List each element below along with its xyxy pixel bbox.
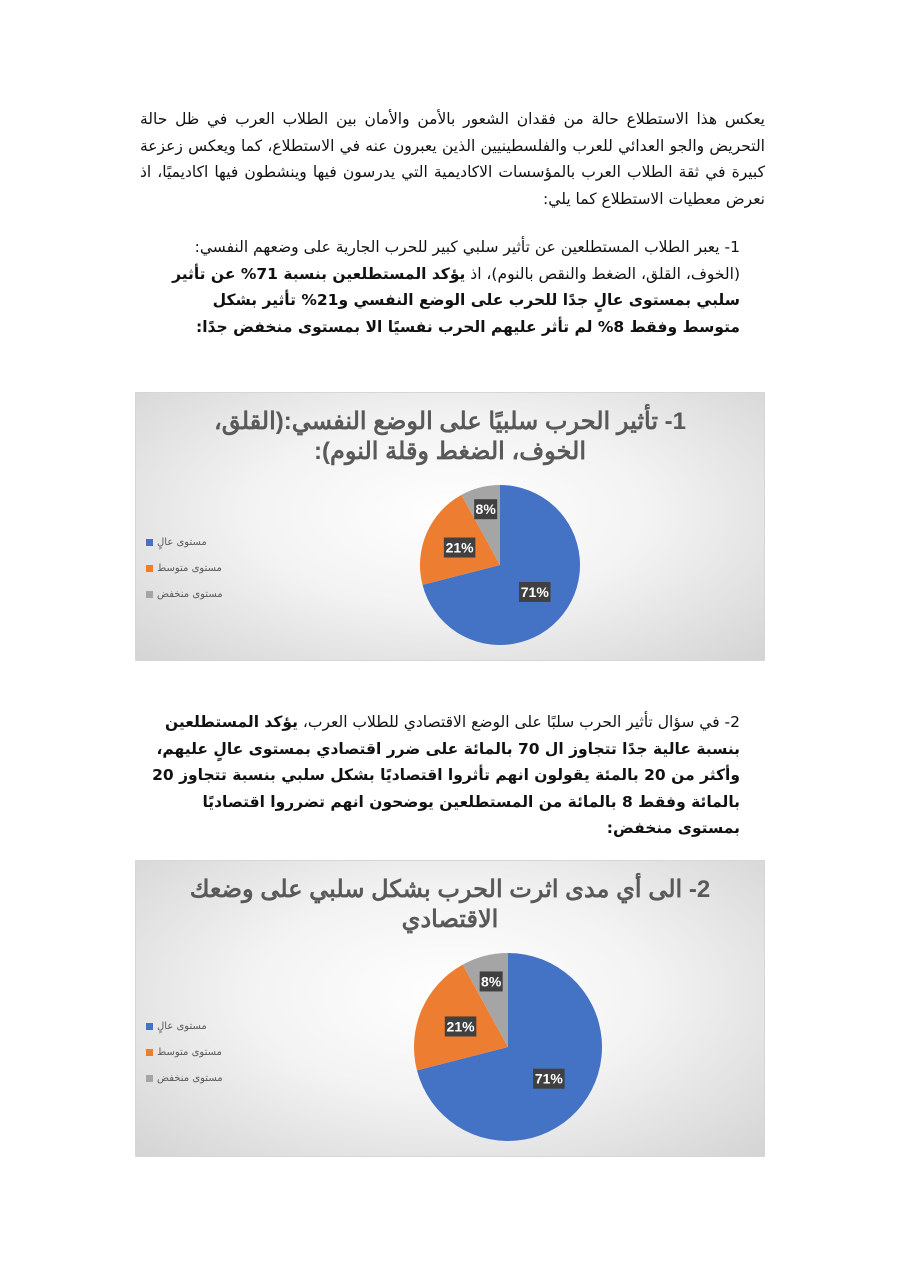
data-label-text: 8%	[481, 973, 502, 990]
data-label-text: 71%	[520, 583, 549, 600]
data-label-text: 21%	[446, 1018, 475, 1035]
legend-swatch	[146, 565, 153, 572]
pie-chart-psychological	[135, 392, 765, 661]
data-label-text: 21%	[445, 539, 474, 556]
item-number: 2-	[724, 713, 740, 731]
data-label-text: 71%	[534, 1070, 563, 1087]
item-number: 1-	[724, 238, 740, 256]
item-text: يعبر الطلاب المستطلعين عن تأثير سلبي كبير للحرب الجارية على وضعهم النفسي: (الخوف، القلق، الضغط والنقص بالنوم)، اذ	[194, 238, 740, 283]
legend-swatch	[146, 539, 153, 546]
pie-chart-economic	[135, 860, 765, 1157]
data-label-text: 8%	[475, 501, 496, 518]
legend-swatch	[146, 1075, 153, 1082]
legend-label: مستوى عالٍ	[157, 536, 207, 548]
legend-item-high	[146, 529, 223, 555]
pie-label-high	[533, 1069, 565, 1089]
legend-swatch	[146, 1049, 153, 1056]
intro-paragraph: يعكس هذا الاستطلاع حالة من فقدان الشعور بالأمن والأمان بين الطلاب العرب في ظل حالة التحريض والجو العدائي للعرب والفلسطينيين الذين يعبرون عنه في الاستطلاع، كما ويعكس زعزعة كبيرة في ثقة الطلاب العرب بالمؤسسات الاكاديمية التي يدرسون فيها وينشطون فيها اكاديميًا، اذ نعرض معطيات الاستطلاع كما يلي:	[140, 110, 765, 208]
legend-label: مستوى منخفض	[157, 1072, 223, 1084]
legend-item-high	[146, 1013, 223, 1039]
legend-swatch	[146, 591, 153, 598]
item-text-bold: يؤكد المستطلعين بنسبة عالية جدًا تتجاوز ال 70 بالمائة على ضرر اقتصادي بمستوى عالٍ عليهم، وأكثر من 20 بالمئة يقولون انهم تأثروا اقتصاديًا بشكل سلبي بنسبة تتجاوز 20 بالمائة وفقط 8 بالمائة من المستطلعين يوضحون انهم تضرروا اقتصاديًا بمستوى منخفض:	[152, 713, 740, 837]
item-text-bold: يؤكد المستطلعين بنسبة 71% عن تأثير سلبي بمستوى عالٍ جدًا للحرب على الوضع النفسي و21% تأثير بشكل متوسط وفقط 8% لم تأثر عليهم الحرب نفسيًا الا بمستوى منخفض جدًا:	[172, 264, 740, 336]
finding-item-1	[160, 234, 740, 340]
legend-swatch	[146, 1023, 153, 1030]
pie-label-high	[519, 582, 551, 602]
pie-label-low	[480, 971, 503, 991]
legend-item-medium	[146, 1039, 223, 1065]
legend-item-medium	[146, 555, 223, 581]
item-text: في سؤال تأثير الحرب سلبًا على الوضع الاقتصادي للطلاب العرب،	[297, 713, 725, 731]
legend-label: مستوى منخفض	[157, 588, 223, 600]
legend-label: مستوى متوسط	[157, 562, 222, 574]
chart-title: 2- الى أي مدى اثرت الحرب بشكل سلبي على وضعك الاقتصادي	[189, 876, 711, 933]
legend-item-low	[146, 581, 223, 607]
legend-label: مستوى عالٍ	[157, 1020, 207, 1032]
chart-legend	[146, 529, 223, 607]
finding-item-2	[140, 709, 740, 842]
legend-item-low	[146, 1065, 223, 1091]
chart-title: 1- تأثير الحرب سلبيًا على الوضع النفسي:(القلق، الخوف، الضغط وقلة النوم):	[213, 408, 687, 465]
legend-label: مستوى متوسط	[157, 1046, 222, 1058]
chart-legend	[146, 1013, 223, 1091]
pie-label-medium	[445, 1016, 477, 1036]
pie-label-low	[474, 499, 497, 519]
pie-label-medium	[444, 538, 476, 558]
